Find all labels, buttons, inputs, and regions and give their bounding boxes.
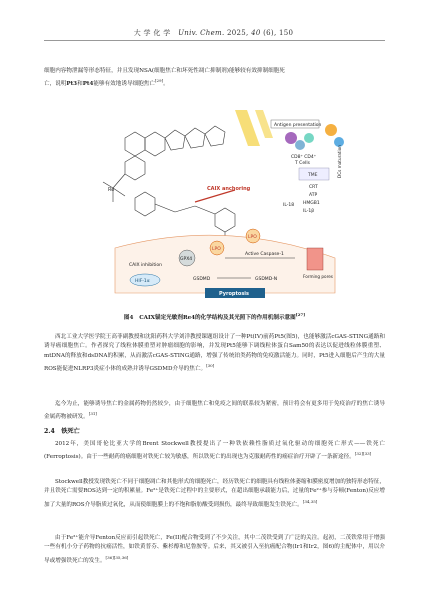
figure-number: 图4 xyxy=(123,314,134,321)
lpo-label-2: LPO xyxy=(248,235,257,240)
hif1a-label: HIF-1α xyxy=(135,279,150,284)
paragraph-ferrocene-text: 由于Fe²⁺能介导Fenton反应而引起铁死亡，Fe(II)配合物受到了不少关注，其中二茂铁受到了广泛的关注。起初，二茂铁常用于增强一些有机小分子药物的抗癌活性，如铁黄普芬、紫杉醇和尼鲁胺等。后来，其又被引入至抗癌配合物(Ir1和Ir2，图6)的主配体中，用以介导或增强铁死亡的发生。 xyxy=(44,535,385,564)
citation: [34,35] xyxy=(302,498,318,504)
caix-inhibition-label: CAIX inhibition xyxy=(129,263,162,268)
gsdmd-n-label: GSDMD-N xyxy=(255,277,278,282)
crt-label: CRT xyxy=(309,185,318,190)
header-rule xyxy=(44,40,385,41)
citation: [29] xyxy=(154,78,164,84)
figure-4-diagram xyxy=(95,108,353,303)
section-number: 2.4 xyxy=(44,428,55,435)
paragraph-ferroptosis-history xyxy=(44,440,385,463)
gpx4-label: GPX4 xyxy=(180,257,193,262)
forming-pores-label: Forming pores xyxy=(303,274,333,279)
re-atom-label: Re xyxy=(108,187,115,193)
re4-chemical-structure xyxy=(103,126,235,242)
lpo-label-1: LPO xyxy=(212,247,221,252)
paragraph-summary-text: 迄今为止，能够诱导焦亡的金属药物仍然较少，由于细胞焦亡和免疫之间的联系较为紧密，预计将会有更多用于免疫治疗的焦亡诱导金属药物被研发。 xyxy=(44,401,385,421)
t-cell-cluster xyxy=(285,132,314,150)
paragraph-ferroptosis-history-text: 2012年，美国哥伦比亚大学的Brent Stockwell教授提出了一种铁依赖性脂质过氧化驱动的细胞死亡形式——铁死亡(Ferroptosis)。由于一些耐药的癌细胞对铁死亡较为敏感，所以铁死亡的出现也为克服耐药性的癌症治疗开辟了一条新途径。 xyxy=(44,441,385,461)
running-header: 大 学 化 学 Univ. Chem. 2025, 40 (6), 150 xyxy=(133,29,294,37)
intro-text: 。 xyxy=(163,81,169,88)
dendritic-cell-icon xyxy=(325,124,344,147)
citation: [32] xyxy=(354,451,364,457)
hmgb1-label: HMGB1 xyxy=(303,201,320,206)
tme-label: TME xyxy=(308,173,318,178)
cd8-cd4-label: CD8⁺ CD4⁺ xyxy=(291,155,317,160)
journal-name-en: Univ. Chem. xyxy=(178,29,225,37)
paragraph-summary xyxy=(44,400,385,423)
section-heading xyxy=(44,426,80,435)
paragraph-ferroptosis-mechanism-text: Stockwell教授发现铁死亡不同于细胞凋亡和其他形式的细胞死亡，经历铁死亡的细胞具有线粒体萎缩和膜密度增加的独特形态特征，并且铁死亡需要ROS达到一定的积累量。Fe²⁺是铁死亡过程中的主要形式，在超出细胞承载能力后，过量的Fe²⁺参与芬顿(Fenton)反应增加了大量的ROS介导脂质过氧化，从而使细胞膜上的不饱和脂肪酸受到损伤，最终导致细胞发生铁死亡。 xyxy=(44,479,385,508)
intro-paragraph xyxy=(44,67,385,90)
compound-pt3: Pt3 xyxy=(66,81,78,88)
citation: [27] xyxy=(295,312,306,317)
intro-text: 亡，说明 xyxy=(44,81,67,88)
forming-pores-icon xyxy=(307,248,323,270)
light-ray-icon xyxy=(235,110,273,146)
citation: [33] xyxy=(363,451,372,457)
pyroptosis-label: Pyroptosis xyxy=(219,291,249,297)
citation: [30] xyxy=(206,363,215,369)
figure-caption-text: CAIX锚定光敏剂Re4的化学结构及其光照下的作用机制示意图 xyxy=(139,314,296,321)
citation: [36] xyxy=(105,554,114,560)
il1b-label: IL-1β xyxy=(303,209,315,214)
gsdmd-label: GSDMD xyxy=(193,277,211,282)
il18-label: IL-18 xyxy=(283,203,295,208)
journal-name-cn: 大 学 化 学 xyxy=(133,29,171,37)
page-number: 150 xyxy=(279,29,294,37)
compound-pt4: Pt4 xyxy=(82,81,94,88)
paragraph-ferroptosis-mechanism xyxy=(44,478,385,510)
figure-caption xyxy=(44,312,385,321)
active-caspase-label: Active Caspase-1 xyxy=(245,252,284,257)
journal-issue: (6) xyxy=(263,29,274,37)
paragraph-pt5-text: 西北工业大学医学院王高菲副教授和沈阳药科大学刘洋教授课题组设计了一种Pt(IV)前药Pt5(图5)，也能够激活cGAS-STING通路和诱导癌细胞焦亡。作者探究了线粒体膜重塑对肿瘤细胞的影响，并发现Pt5能够下调线粒体蛋白Sam50的表达以促进线粒体膜重塑、mtDNA的释放和dsDNA的积累，从而激活cGAS-STING通路，增强了传统铂类药物的免疫激活能力。同时，Pt5进入细胞后产生的大量ROS能促进NLRP3炎症小体的成熟并诱导GSDMD介导的焦亡。 xyxy=(44,334,385,373)
antigen-presentation-label: Antigen presentation xyxy=(274,123,322,128)
citation: [31] xyxy=(88,411,97,417)
paragraph-pt5 xyxy=(44,333,385,374)
dcs-maturation-label: DCs maturation xyxy=(337,145,342,178)
section-title: 铁死亡 xyxy=(61,428,80,435)
caix-anchoring-label: CAIX anchoring xyxy=(207,186,251,192)
journal-year: 2025 xyxy=(227,29,247,37)
journal-volume: 40 xyxy=(251,29,261,37)
intro-text: 和 xyxy=(77,81,83,88)
intro-text: 能够有效地诱导细胞焦亡 xyxy=(93,81,155,88)
atp-label: ATP xyxy=(309,193,318,198)
paragraph-ferrocene xyxy=(44,534,385,566)
t-cells-label: T Cells xyxy=(295,161,310,166)
intro-line-1: 细胞内容物泄漏等形态特征，并且发现NSA(细胞焦亡和坏死性凋亡抑制剂)能够较有效抑制细胞死 xyxy=(44,68,285,74)
citation: [35,36] xyxy=(113,554,129,560)
